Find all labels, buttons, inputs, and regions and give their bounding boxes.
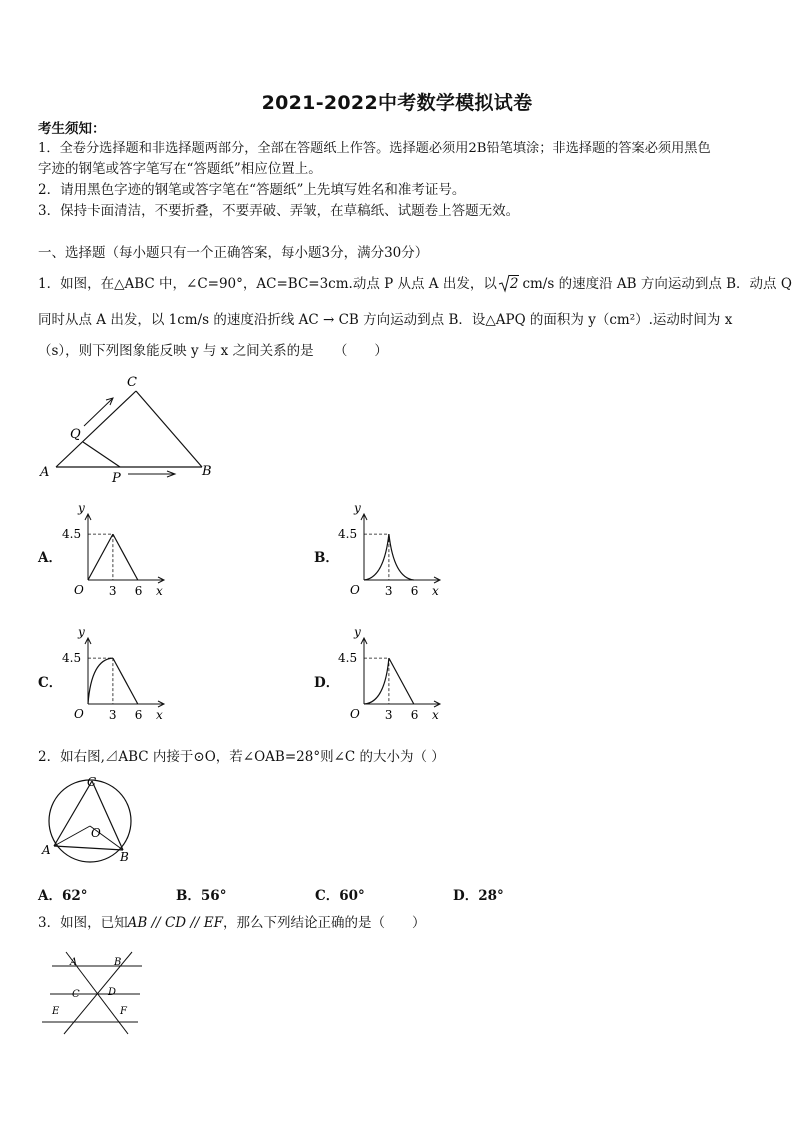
graph-fall-segment [113, 658, 138, 704]
tick-label-x-6: 6 [410, 708, 419, 722]
tick-label-y-max: 4.5 [62, 651, 82, 666]
origin-label: O [74, 583, 84, 597]
tick-label-x-3: 3 [384, 584, 393, 598]
tick-label-y-max: 4.5 [338, 651, 358, 666]
q2-label-O: O [91, 826, 101, 840]
tick-label-x-6: 6 [410, 584, 419, 598]
sqrt-expression [500, 275, 520, 293]
notice-item-3: 3．保持卡面清洁，不要折叠，不要弄破、弄皱，在草稿纸、试题卷上答题无效。 [38, 203, 520, 219]
tick-label-y-max: 4.5 [62, 527, 82, 542]
section-heading: 一、选择题（每小题只有一个正确答案，每小题3分，满分30分） [38, 245, 429, 261]
q3-stem-math: AB // CD // EF [127, 915, 223, 931]
q2-choice-B[interactable]: B．56° [176, 888, 227, 904]
q1-graph-D [336, 626, 446, 726]
q2-label-C: C [87, 775, 97, 789]
q1-graph-C [60, 626, 170, 726]
q2-label-B: B [120, 850, 129, 864]
tick-label-x-3: 3 [108, 584, 117, 598]
tick-label-x-6: 6 [134, 708, 143, 722]
graph-rise-segment [88, 658, 113, 704]
q3-label-F: F [120, 1006, 127, 1017]
q1-label-C: C [127, 375, 137, 390]
q3-stem [38, 914, 426, 932]
q1-triangle-figure [36, 374, 216, 484]
origin-label: O [350, 583, 360, 597]
graph-fall-segment [389, 534, 414, 580]
q2-choice-A[interactable]: A．62° [38, 888, 88, 904]
graph-rise-segment [88, 534, 113, 580]
q2-stem: 2．如右图,⊿ABC 内接于⊙O，若∠OAB=28°则∠C 的大小为（ ） [38, 749, 445, 765]
x-axis-label: x [156, 708, 163, 722]
q3-stem-text-b: ，那么下列结论正确的是（ ） [223, 915, 426, 931]
graph-rise-segment [364, 534, 389, 580]
q1-graph-B [336, 502, 446, 602]
notice-item-1-line-2: 字迹的钢笔或答字笔写在“答题纸”相应位置上。 [38, 161, 322, 177]
tick-label-x-3: 3 [384, 708, 393, 722]
origin-label: O [74, 707, 84, 721]
q3-label-A: A [70, 957, 78, 968]
notice-heading: 考生须知： [38, 121, 106, 137]
tick-label-x-6: 6 [134, 584, 143, 598]
tick-label-x-3: 3 [108, 708, 117, 722]
q2-circle-figure [36, 776, 146, 876]
page-title: 2021-2022中考数学模拟试卷 [261, 92, 533, 114]
y-axis-label: y [78, 625, 85, 639]
sqrt-sign-icon [498, 274, 510, 292]
x-axis-label: x [432, 584, 439, 598]
y-axis-label: y [354, 501, 361, 515]
notice-item-2: 2．请用黑色字迹的钢笔或答字笔在“答题纸”上先填写姓名和准考证号。 [38, 182, 466, 198]
q3-label-C: C [72, 989, 80, 1000]
q3-label-E: E [52, 1006, 60, 1017]
graph-rise-segment [364, 658, 389, 704]
q3-label-B: B [114, 957, 122, 968]
graph-fall-segment [389, 658, 414, 704]
q2-choice-C[interactable]: C．60° [315, 888, 365, 904]
q1-option-D[interactable]: D． [314, 675, 340, 691]
q1-option-B[interactable]: B． [314, 550, 339, 566]
graph-fall-segment [113, 534, 138, 580]
q1-line-1-text-b: cm/s 的速度沿 AB 方向运动到点 B．动点 Q [522, 276, 792, 292]
q2-choice-D[interactable]: D．28° [453, 888, 504, 904]
x-axis-label: x [432, 708, 439, 722]
q1-line-1-text-a: 1．如图，在△ABC 中，∠C=90°，AC=BC=3cm.动点 P 从点 A 出发，以 [38, 276, 497, 292]
q1-label-Q: Q [70, 427, 81, 442]
q3-label-D: D [108, 987, 117, 998]
y-axis-label: y [354, 625, 361, 639]
tick-label-y-max: 4.5 [338, 527, 358, 542]
y-axis-label: y [78, 501, 85, 515]
origin-label: O [350, 707, 360, 721]
q3-stem-text-a: 3．如图，已知 [38, 915, 128, 931]
q2-label-A: A [42, 843, 51, 857]
q1-line-3: （s），则下列图象能反映 y 与 x 之间关系的是 （ ） [38, 343, 388, 359]
q1-label-P: P [112, 471, 121, 486]
q1-line-1 [38, 275, 792, 293]
q1-label-A: A [40, 465, 50, 480]
q3-parallel-lines-figure [38, 944, 148, 1044]
q1-graph-A [60, 502, 170, 602]
q1-line-2: 同时从点 A 出发，以 1cm/s 的速度沿折线 AC → CB 方向运动到点 B．设△APQ 的面积为 y（cm²）.运动时间为 x [38, 312, 733, 328]
q1-label-B: B [202, 464, 212, 479]
sqrt-radicand: 2 [509, 276, 519, 292]
q1-option-A[interactable]: A． [38, 550, 62, 566]
x-axis-label: x [156, 584, 163, 598]
notice-item-1-line-1: 1．全卷分选择题和非选择题两部分，全部在答题纸上作答。选择题必须用2B铅笔填涂；非选择题的答案必须用黑色 [38, 141, 711, 156]
q1-option-C[interactable]: C． [38, 675, 63, 691]
